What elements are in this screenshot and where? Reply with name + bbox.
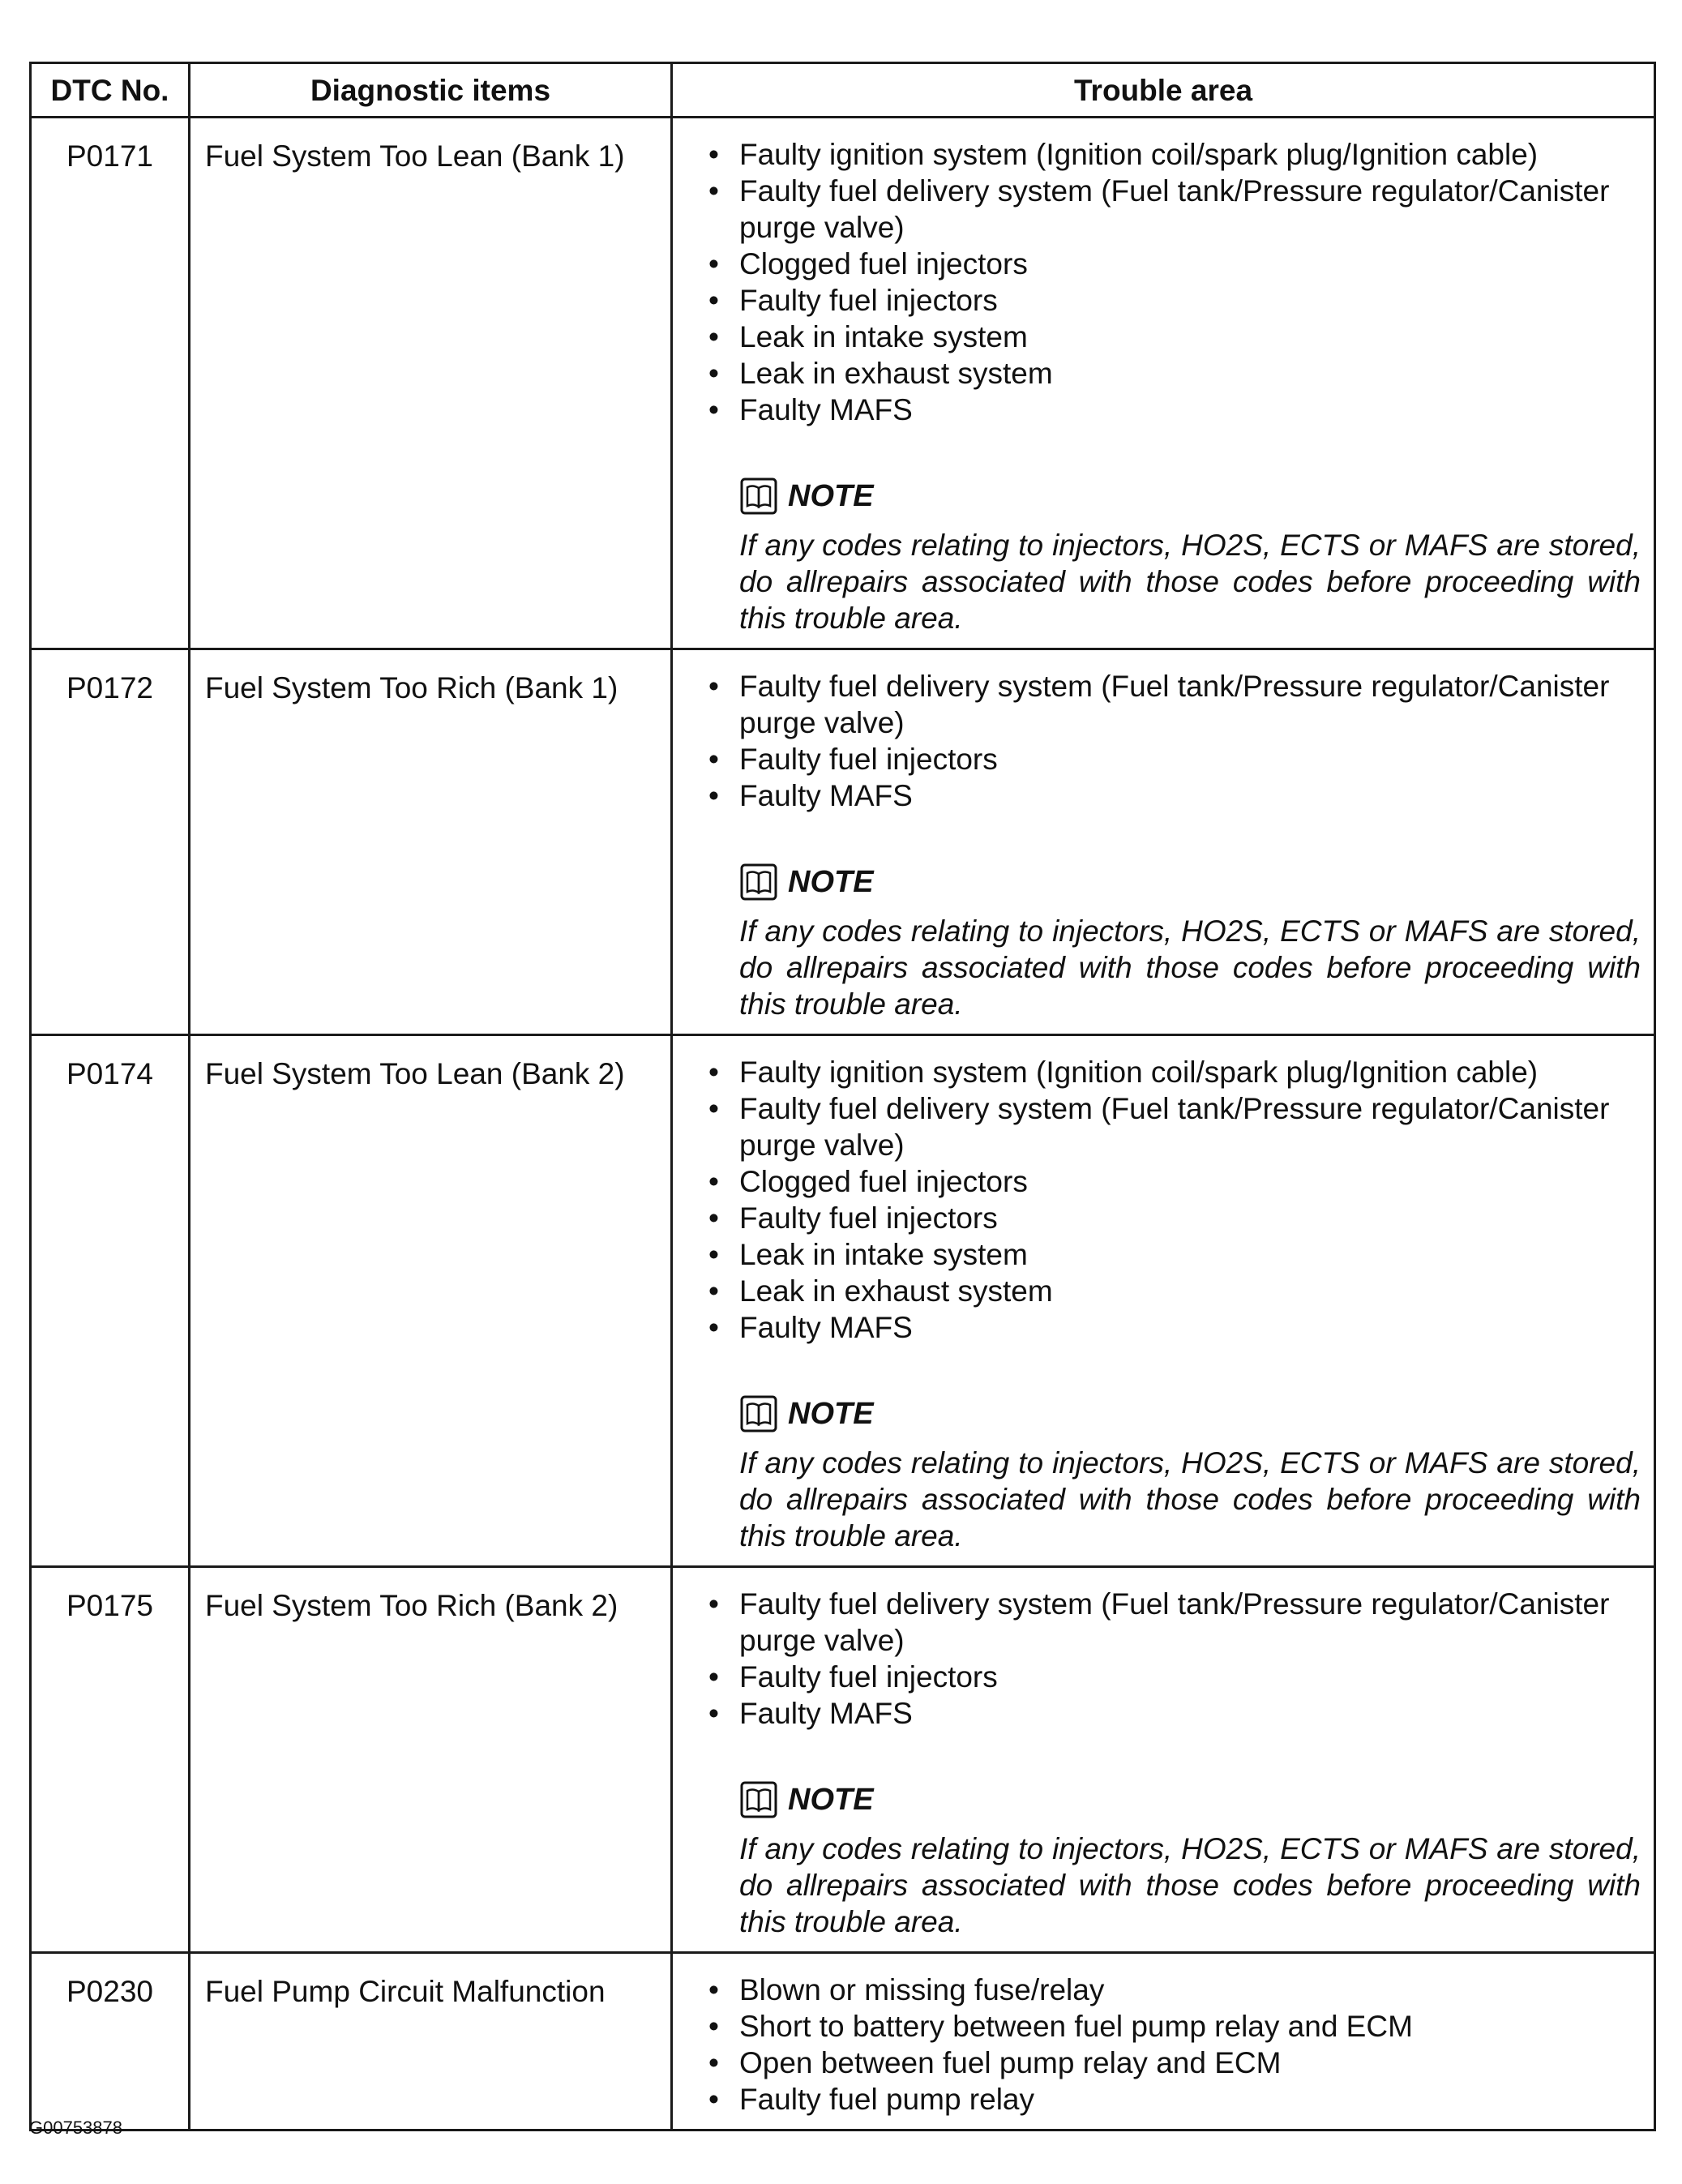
trouble-list-text: Faulty MAFS (739, 1311, 913, 1344)
trouble-area-cell (672, 1035, 1655, 1567)
bullet-dot: • (708, 1165, 719, 1198)
table-row (31, 1567, 1655, 1953)
trouble-area-cell (672, 649, 1655, 1035)
trouble-list-text: Faulty MAFS (739, 1697, 913, 1730)
trouble-list-item (707, 392, 1641, 428)
dtc-code: P0230 (66, 1975, 153, 2008)
bullet-dot: • (708, 174, 719, 208)
trouble-list-text: Faulty ignition system (Ignition coil/spark plug/Ignition cable) (739, 138, 1539, 171)
trouble-list-item (707, 668, 1641, 741)
trouble-list-text: Faulty fuel delivery system (Fuel tank/Pressure regulator/Canister purge valve) (739, 670, 1610, 739)
book-icon (739, 1394, 778, 1433)
book-icon (739, 1780, 778, 1819)
bullet-dot: • (708, 1238, 719, 1271)
trouble-list-text: Faulty fuel injectors (739, 1201, 998, 1235)
note-text: If any codes relating to injectors, HO2S, ECTS or MAFS are stored, do allrepairs associated with those codes before proceeding with this trouble area. (739, 1446, 1641, 1552)
diagnostic-item: Fuel System Too Lean (Bank 1) (205, 139, 625, 173)
trouble-list (707, 136, 1641, 428)
note-label: NOTE (788, 478, 874, 513)
note-label: NOTE (788, 864, 874, 899)
trouble-list-item (707, 136, 1641, 173)
trouble-list-text: Faulty MAFS (739, 779, 913, 812)
header-dtc-no: DTC No. (31, 63, 190, 118)
trouble-list-text: Faulty fuel injectors (739, 284, 998, 317)
trouble-list-item (707, 741, 1641, 777)
trouble-list-text: Leak in exhaust system (739, 1274, 1053, 1308)
bullet-dot: • (708, 357, 719, 390)
trouble-list-text: Faulty fuel injectors (739, 1660, 998, 1694)
trouble-list (707, 1586, 1641, 1732)
table-row (31, 649, 1655, 1035)
trouble-list-item (707, 1163, 1641, 1200)
trouble-area-cell (672, 1567, 1655, 1953)
trouble-list-text: Leak in exhaust system (739, 357, 1053, 390)
trouble-list-item (707, 1695, 1641, 1732)
note-block (707, 1777, 1641, 1940)
trouble-list-item (707, 2008, 1641, 2045)
trouble-list-text: Faulty fuel delivery system (Fuel tank/Pressure regulator/Canister purge valve) (739, 1092, 1610, 1162)
diagnostic-item-cell (190, 1567, 672, 1953)
note-block (707, 473, 1641, 636)
trouble-list-item (707, 777, 1641, 814)
table-header-row (31, 63, 1655, 118)
bullet-dot: • (708, 284, 719, 317)
dtc-code-cell (31, 1035, 190, 1567)
trouble-area-cell (672, 1953, 1655, 2130)
trouble-list-item (707, 1273, 1641, 1309)
diagnostic-item: Fuel System Too Rich (Bank 1) (205, 671, 618, 704)
dtc-code-cell (31, 118, 190, 649)
header-diagnostic-items: Diagnostic items (190, 63, 672, 118)
note-block (707, 859, 1641, 1022)
diagnostic-item: Fuel Pump Circuit Malfunction (205, 1975, 606, 2008)
bullet-dot: • (708, 1660, 719, 1694)
trouble-list-item (707, 319, 1641, 355)
diagnostic-item: Fuel System Too Lean (Bank 2) (205, 1057, 625, 1090)
bullet-dot: • (708, 1201, 719, 1235)
bullet-dot: • (708, 779, 719, 812)
dtc-code: P0172 (66, 671, 153, 704)
trouble-list-item (707, 1236, 1641, 1273)
note-header (739, 859, 1641, 905)
trouble-list-item (707, 2081, 1641, 2118)
table-row (31, 1035, 1655, 1567)
table-body (31, 118, 1655, 2130)
note-label: NOTE (788, 1782, 874, 1817)
trouble-list (707, 1054, 1641, 1346)
bullet-dot: • (708, 1311, 719, 1344)
bullet-dot: • (708, 1587, 719, 1621)
document-page (29, 62, 1654, 2131)
trouble-list-text: Faulty fuel delivery system (Fuel tank/Pressure regulator/Canister purge valve) (739, 174, 1610, 244)
note-text: If any codes relating to injectors, HO2S, ECTS or MAFS are stored, do allrepairs associated with those codes before proceeding with this trouble area. (739, 914, 1641, 1021)
diagnostic-item: Fuel System Too Rich (Bank 2) (205, 1589, 618, 1622)
dtc-code: P0171 (66, 139, 153, 173)
diagnostic-item-cell (190, 1035, 672, 1567)
trouble-list (707, 1972, 1641, 2118)
trouble-list-text: Clogged fuel injectors (739, 247, 1028, 280)
trouble-list-item (707, 1659, 1641, 1695)
note-header (739, 1391, 1641, 1437)
trouble-list-item (707, 2045, 1641, 2081)
header-trouble-area: Trouble area (672, 63, 1655, 118)
dtc-code: P0174 (66, 1057, 153, 1090)
trouble-list-item (707, 1972, 1641, 2008)
trouble-list-item (707, 1586, 1641, 1659)
trouble-list-text: Blown or missing fuse/relay (739, 1973, 1105, 2006)
dtc-code-cell (31, 1953, 190, 2130)
diagnostic-item-cell (190, 649, 672, 1035)
bullet-dot: • (708, 1056, 719, 1089)
table-row (31, 118, 1655, 649)
trouble-list-item (707, 1090, 1641, 1163)
trouble-list-text: Open between fuel pump relay and ECM (739, 2046, 1282, 2079)
bullet-dot: • (708, 138, 719, 171)
trouble-list-item (707, 1054, 1641, 1090)
trouble-list-text: Clogged fuel injectors (739, 1165, 1028, 1198)
note-block (707, 1391, 1641, 1554)
dtc-table (29, 62, 1656, 2131)
bullet-dot: • (708, 2083, 719, 2116)
bullet-dot: • (708, 2010, 719, 2043)
bullet-dot: • (708, 743, 719, 776)
note-header (739, 473, 1641, 519)
trouble-list-item (707, 1200, 1641, 1236)
trouble-list-item (707, 355, 1641, 392)
trouble-list-item (707, 1309, 1641, 1346)
bullet-dot: • (708, 393, 719, 426)
note-label: NOTE (788, 1396, 874, 1431)
book-icon (739, 477, 778, 516)
diagnostic-item-cell (190, 118, 672, 649)
trouble-list-item (707, 282, 1641, 319)
dtc-code-cell (31, 1567, 190, 1953)
dtc-code-cell (31, 649, 190, 1035)
bullet-dot: • (708, 1697, 719, 1730)
note-header (739, 1777, 1641, 1822)
trouble-list-text: Leak in intake system (739, 320, 1028, 353)
bullet-dot: • (708, 320, 719, 353)
trouble-list-text: Faulty MAFS (739, 393, 913, 426)
bullet-dot: • (708, 670, 719, 703)
book-icon (739, 863, 778, 901)
trouble-list-text: Faulty fuel pump relay (739, 2083, 1035, 2116)
bullet-dot: • (708, 1092, 719, 1125)
trouble-list-item (707, 173, 1641, 246)
figure-id: G00753878 (29, 2118, 122, 2138)
trouble-list (707, 668, 1641, 814)
note-text: If any codes relating to injectors, HO2S, ECTS or MAFS are stored, do allrepairs associated with those codes before proceeding with this trouble area. (739, 1832, 1641, 1938)
trouble-area-cell (672, 118, 1655, 649)
trouble-list-text: Faulty fuel injectors (739, 743, 998, 776)
bullet-dot: • (708, 1973, 719, 2006)
bullet-dot: • (708, 2046, 719, 2079)
table-row (31, 1953, 1655, 2130)
trouble-list-text: Faulty fuel delivery system (Fuel tank/Pressure regulator/Canister purge valve) (739, 1587, 1610, 1657)
bullet-dot: • (708, 247, 719, 280)
trouble-list-text: Short to battery between fuel pump relay and ECM (739, 2010, 1413, 2043)
diagnostic-item-cell (190, 1953, 672, 2130)
trouble-list-text: Leak in intake system (739, 1238, 1028, 1271)
bullet-dot: • (708, 1274, 719, 1308)
dtc-code: P0175 (66, 1589, 153, 1622)
note-text: If any codes relating to injectors, HO2S, ECTS or MAFS are stored, do allrepairs associated with those codes before proceeding with this trouble area. (739, 529, 1641, 635)
trouble-list-item (707, 246, 1641, 282)
trouble-list-text: Faulty ignition system (Ignition coil/spark plug/Ignition cable) (739, 1056, 1539, 1089)
